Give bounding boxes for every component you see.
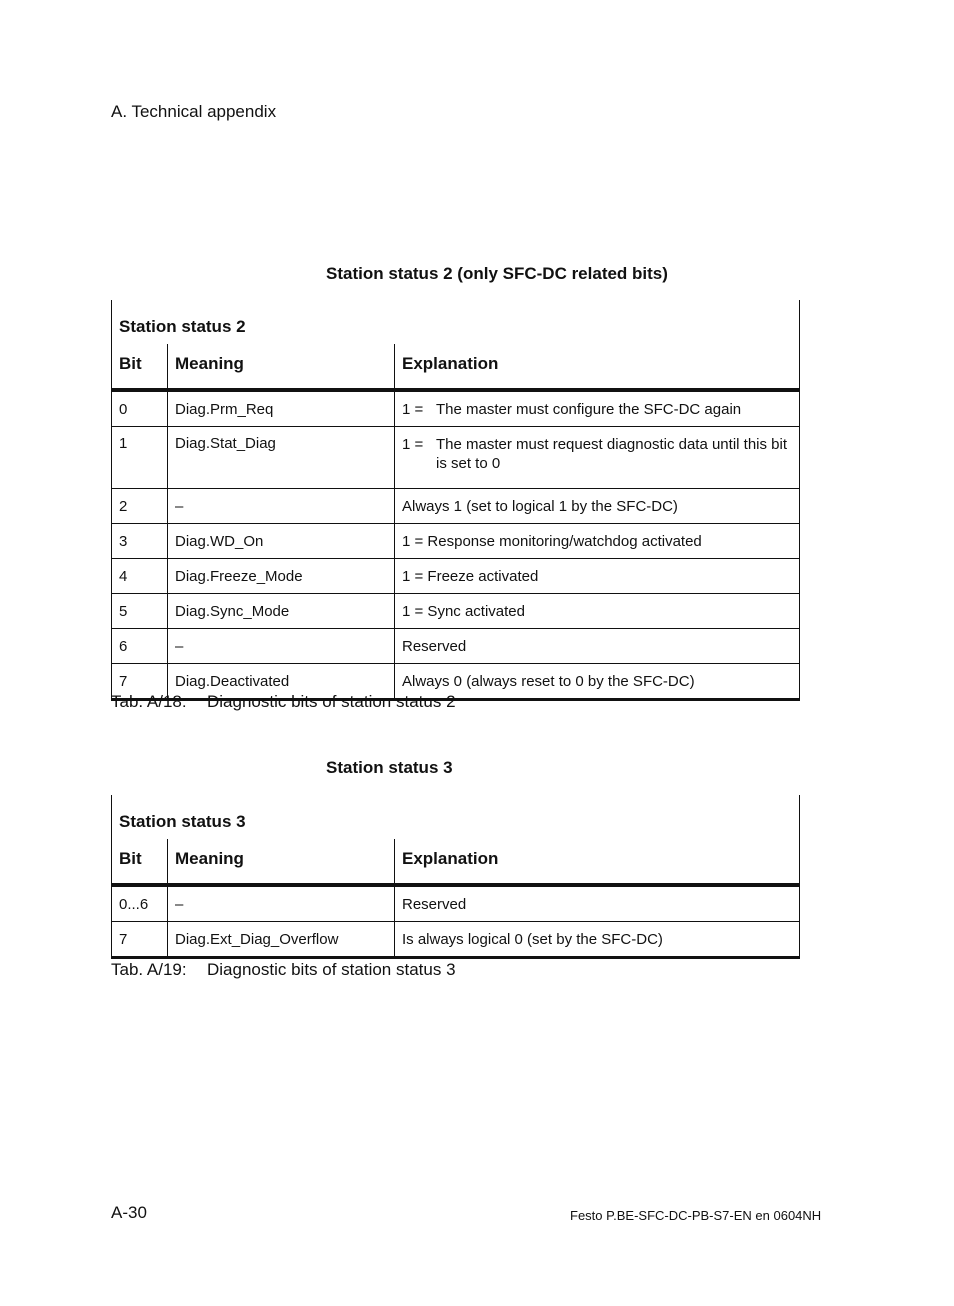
- cell-meaning: Diag.Stat_Diag: [168, 427, 395, 489]
- caption-text: Diagnostic bits of station status 2: [207, 692, 456, 711]
- table-title: Station status 3: [112, 795, 800, 839]
- table-row: [112, 629, 800, 664]
- table-caption-a18: [111, 692, 456, 712]
- column-header-explanation: Explanation: [395, 839, 800, 885]
- cell-explanation: Is always logical 0 (set by the SFC-DC): [395, 922, 800, 958]
- cell-meaning: Diag.WD_On: [168, 524, 395, 559]
- cell-meaning: –: [168, 489, 395, 524]
- expl-text: The master must request diagnostic data until this bit is set to 0: [436, 436, 788, 472]
- table-row: [112, 885, 800, 922]
- caption-label: Tab. A/18:: [111, 692, 187, 711]
- cell-meaning: Diag.Deactivated: [168, 664, 395, 700]
- table-row: [112, 390, 800, 427]
- cell-bit: 3: [112, 524, 168, 559]
- table-row: [112, 524, 800, 559]
- cell-bit: 7: [112, 922, 168, 958]
- table-title: Station status 2: [112, 300, 800, 344]
- section-title-station-status-2: Station status 2 (only SFC-DC related bits): [326, 264, 668, 283]
- cell-meaning: Diag.Sync_Mode: [168, 594, 395, 629]
- cell-explanation: 1 = Sync activated: [395, 594, 800, 629]
- column-header-meaning: Meaning: [168, 344, 395, 390]
- column-header-bit: Bit: [112, 839, 168, 885]
- cell-meaning: Diag.Prm_Req: [168, 390, 395, 427]
- column-header-bit: Bit: [112, 344, 168, 390]
- section-title-station-status-3: Station status 3: [326, 758, 453, 777]
- cell-meaning: Diag.Freeze_Mode: [168, 559, 395, 594]
- table-station-status-3: [111, 795, 800, 959]
- column-header-explanation: Explanation: [395, 344, 800, 390]
- table-row: [112, 594, 800, 629]
- cell-explanation: Reserved: [395, 629, 800, 664]
- cell-explanation: 1 = Response monitoring/watchdog activated: [395, 524, 800, 559]
- column-header-meaning: Meaning: [168, 839, 395, 885]
- footer-doc-id: Festo P.BE-SFC-DC-PB-S7-EN en 0604NH: [570, 1208, 822, 1223]
- cell-explanation: Reserved: [395, 885, 800, 922]
- table-row: [112, 427, 800, 489]
- cell-meaning: –: [168, 629, 395, 664]
- caption-label: Tab. A/19:: [111, 960, 187, 979]
- cell-bit: 4: [112, 559, 168, 594]
- cell-bit: 7: [112, 664, 168, 700]
- expl-text: The master must configure the SFC-DC again: [436, 400, 742, 418]
- expl-key: 1 =: [402, 400, 424, 418]
- chapter-header: A. Technical appendix: [111, 102, 277, 121]
- cell-explanation: [395, 390, 800, 427]
- page-number: A-30: [111, 1203, 147, 1222]
- table-row: [112, 559, 800, 594]
- table-row: [112, 489, 800, 524]
- cell-bit: 1: [112, 427, 168, 489]
- table-caption-a19: [111, 960, 456, 980]
- table-station-status-2: [111, 300, 800, 701]
- cell-meaning: Diag.Ext_Diag_Overflow: [168, 922, 395, 958]
- cell-bit: 6: [112, 629, 168, 664]
- cell-explanation: Always 0 (always reset to 0 by the SFC-DC): [395, 664, 800, 700]
- caption-text: Diagnostic bits of station status 3: [207, 960, 456, 979]
- expl-key: 1 =: [402, 436, 424, 453]
- cell-explanation: Always 1 (set to logical 1 by the SFC-DC): [395, 489, 800, 524]
- cell-bit: 0...6: [112, 885, 168, 922]
- cell-explanation: [395, 427, 800, 489]
- cell-bit: 2: [112, 489, 168, 524]
- cell-bit: 5: [112, 594, 168, 629]
- cell-explanation: 1 = Freeze activated: [395, 559, 800, 594]
- cell-meaning: –: [168, 885, 395, 922]
- cell-bit: 0: [112, 390, 168, 427]
- table-row: [112, 922, 800, 958]
